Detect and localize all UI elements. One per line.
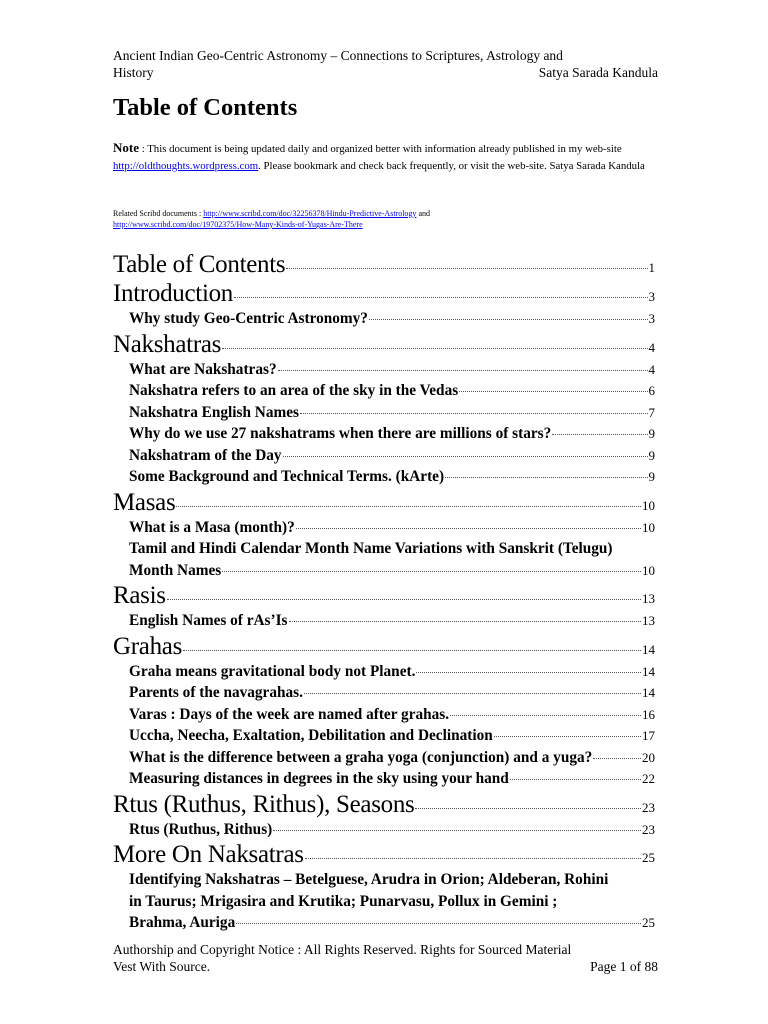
toc-subentry[interactable] [113, 682, 655, 704]
toc-dot-leader [593, 758, 641, 759]
toc-dot-leader [273, 830, 641, 831]
related-and: and [416, 209, 430, 218]
toc-page-number: 10 [642, 562, 655, 578]
toc-page-number: 23 [642, 821, 655, 837]
toc-heading-entry[interactable] [113, 632, 655, 661]
note-text-2: . Please bookmark and check back frequently, or visit the web-site. Satya Sarada Kandula [258, 159, 645, 172]
header-line1: Ancient Indian Geo-Centric Astronomy – Connections to Scriptures, Astrology and [113, 48, 563, 63]
toc-page-number: 14 [642, 641, 655, 657]
related-label: Related Scribd documents : [113, 209, 204, 218]
running-footer [113, 941, 658, 975]
toc-heading-entry[interactable] [113, 279, 655, 308]
note-label: Note [113, 140, 139, 155]
toc-entry-title: What is the difference between a graha yoga (conjunction) and a yuga? [129, 748, 593, 766]
toc-subentry[interactable] [113, 359, 655, 381]
toc-dot-leader [222, 348, 647, 349]
toc-dot-leader [296, 528, 641, 529]
toc-entry-title: Nakshatram of the Day [129, 446, 282, 464]
toc-dot-leader [283, 456, 648, 457]
toc-subentry[interactable] [113, 380, 655, 402]
toc-dot-leader [415, 808, 641, 809]
toc-page-number: 20 [642, 749, 655, 765]
toc-page-number: 3 [648, 289, 655, 304]
toc-page-number: 6 [648, 383, 655, 398]
toc-dot-leader [552, 434, 647, 435]
toc-dot-leader [222, 571, 641, 572]
toc-entry-title: More On Naksatras [113, 841, 304, 868]
toc-dot-leader [176, 506, 641, 507]
toc-page-number: 9 [648, 447, 655, 463]
toc-entry-title: Uccha, Neecha, Exaltation, Debilitation and Declination [129, 727, 493, 744]
toc-dot-leader [286, 268, 647, 269]
toc-dot-leader [305, 858, 641, 859]
toc-page-number: 14 [642, 685, 655, 700]
toc-entry-title: English Names of rAs’Is [129, 612, 288, 629]
toc-dot-leader [278, 370, 648, 371]
toc-dot-leader [289, 621, 641, 622]
toc-dot-leader [450, 715, 641, 716]
toc-entry-title: Rtus (Ruthus, Rithus) [129, 820, 273, 838]
toc-entry-title: Graha means gravitational body not Planet. [129, 662, 416, 680]
note-text-1: : This document is being updated daily and organized better with information already published in my web-site [139, 143, 622, 155]
toc-dot-leader [167, 599, 641, 600]
toc-entry-title: Measuring distances in degrees in the sky using your hand [129, 770, 509, 787]
toc-entry-title: Grahas [113, 632, 183, 660]
toc-dot-leader [304, 693, 641, 694]
toc-subentry[interactable] [113, 445, 655, 467]
toc-dot-leader [369, 319, 648, 320]
toc-entry-title: Nakshatra refers to an area of the sky in the Vedas [129, 382, 459, 399]
toc-subentry[interactable] [113, 704, 655, 726]
toc-subentry[interactable] [113, 768, 655, 790]
toc-page-number: 22 [642, 771, 655, 786]
toc-entry-title: Why do we use 27 nakshatrams when there are millions of stars? [129, 425, 552, 442]
toc-entry-wrapped-line[interactable]: in Taurus; Mrigasira and Krutika; Punarvasu, Pollux in Gemini ; [129, 892, 558, 910]
toc-page-number: 13 [642, 591, 655, 606]
toc-page-number: 4 [648, 339, 655, 355]
running-header [113, 47, 658, 81]
toc-dot-leader [300, 413, 648, 414]
toc-dot-leader [459, 391, 647, 392]
toc-heading-entry[interactable] [113, 488, 655, 517]
toc-subentry[interactable] [113, 912, 655, 934]
toc-page-number: 7 [648, 404, 655, 420]
toc-entry-title: Rasis [113, 582, 166, 609]
toc-subentry[interactable] [113, 517, 655, 539]
toc-heading-entry[interactable] [113, 840, 655, 869]
toc-entry-title: Why study Geo-Centric Astronomy? [129, 310, 368, 327]
toc-dot-leader [236, 923, 641, 924]
toc-heading-entry[interactable] [113, 790, 655, 819]
toc-entry-title: Nakshatra English Names [129, 403, 299, 421]
toc-subentry[interactable] [113, 560, 655, 582]
toc-dot-leader [445, 477, 647, 478]
toc-entry-title: What is a Masa (month)? [129, 518, 295, 536]
toc-page-number: 3 [648, 311, 655, 326]
toc-entry-title: Varas : Days of the week are named after grahas. [129, 705, 450, 723]
toc-page-number: 25 [642, 915, 655, 930]
page-number: Page 1 of 88 [590, 959, 658, 974]
toc-dot-leader [510, 779, 641, 780]
toc-entry-wrapped-line[interactable]: Tamil and Hindi Calendar Month Name Variations with Sanskrit (Telugu) [129, 540, 613, 557]
toc-page-number: 14 [642, 663, 655, 679]
toc-entry-title: What are Nakshatras? [129, 360, 277, 378]
footer-line1: Authorship and Copyright Notice : All Rights Reserved. Rights for Sourced Material [113, 942, 572, 957]
note-paragraph [113, 140, 658, 174]
related-documents [113, 208, 658, 230]
toc-entry-title: Month Names [129, 561, 222, 579]
toc-entry-title: Table of Contents [113, 251, 286, 278]
toc-subentry[interactable] [113, 423, 655, 445]
table-of-contents [113, 250, 655, 934]
toc-page-number: 1 [648, 260, 655, 275]
toc-page-number: 4 [648, 361, 655, 377]
toc-entry-title: Masas [113, 488, 176, 516]
toc-entry-title: Some Background and Technical Terms. (kArte) [129, 468, 445, 485]
toc-entry-wrapped-line[interactable]: Identifying Nakshatras – Betelguese, Arudra in Orion; Aldeberan, Rohini [129, 871, 609, 888]
toc-page-number: 10 [642, 497, 655, 513]
toc-subentry[interactable] [113, 402, 655, 424]
toc-heading-entry[interactable] [113, 581, 655, 610]
toc-dot-leader [494, 736, 641, 737]
toc-subentry[interactable] [113, 661, 655, 683]
page-title: Table of Contents [113, 94, 298, 121]
toc-heading-entry[interactable] [113, 250, 655, 279]
header-author: Satya Sarada Kandula [538, 65, 658, 80]
toc-subentry[interactable] [113, 308, 655, 330]
toc-page-number: 10 [642, 519, 655, 535]
website-link[interactable]: http://oldthoughts.wordpress.com [113, 159, 259, 172]
toc-subentry[interactable] [113, 747, 655, 769]
related-link-2[interactable]: http://www.scribd.com/doc/19702375/How-Many-Kinds-of-Yugas-Are-There [113, 220, 363, 229]
toc-subentry[interactable] [113, 466, 655, 488]
toc-entry-title: Brahma, Auriga [129, 914, 236, 931]
toc-heading-entry[interactable] [113, 330, 655, 359]
toc-page-number: 17 [642, 728, 655, 743]
toc-dot-leader [183, 650, 641, 651]
footer-line2: Vest With Source. [113, 959, 211, 974]
toc-page-number: 13 [642, 613, 655, 628]
toc-page-number: 9 [648, 426, 655, 441]
toc-entry-title: Nakshatras [113, 330, 222, 358]
header-line2: History [113, 65, 154, 80]
toc-subentry[interactable] [113, 819, 655, 841]
toc-dot-leader [234, 297, 648, 298]
toc-dot-leader [416, 672, 641, 673]
toc-subentry[interactable] [113, 610, 655, 632]
toc-entry-title: Rtus (Ruthus, Rithus), Seasons [113, 790, 415, 818]
toc-entry-title: Introduction [113, 280, 233, 307]
toc-page-number: 16 [642, 706, 655, 722]
toc-page-number: 25 [642, 850, 655, 865]
toc-entry-title: Parents of the navagrahas. [129, 684, 303, 701]
toc-page-number: 23 [642, 799, 655, 815]
toc-page-number: 9 [648, 469, 655, 484]
toc-subentry[interactable] [113, 725, 655, 747]
related-link-1[interactable]: http://www.scribd.com/doc/32256378/Hindu-Predictive-Astrology [203, 209, 417, 218]
